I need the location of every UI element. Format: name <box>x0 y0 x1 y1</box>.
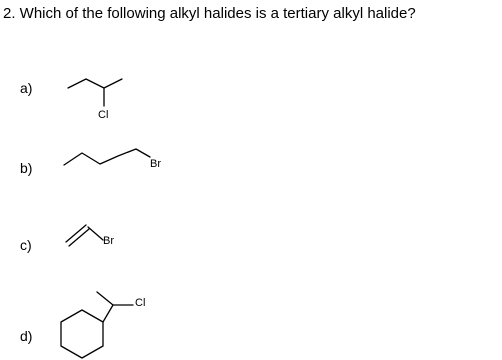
option-d-branch-bond <box>103 305 113 322</box>
option-d-ring <box>61 310 103 358</box>
option-b-label: b) <box>20 160 33 176</box>
option-c-label: c) <box>20 237 32 253</box>
option-d-label: d) <box>20 328 33 344</box>
option-a-label: a) <box>20 80 33 96</box>
option-c-atom-label: Br <box>103 235 114 247</box>
option-d-atom-label: Cl <box>135 297 146 309</box>
option-b-atom-label: Br <box>150 158 161 170</box>
option-d-methyl-bond <box>97 292 113 305</box>
option-a-atom-label: Cl <box>98 109 109 121</box>
question-text: 2. Which of the following alkyl halides is a tertiary alkyl halide? <box>3 5 416 22</box>
